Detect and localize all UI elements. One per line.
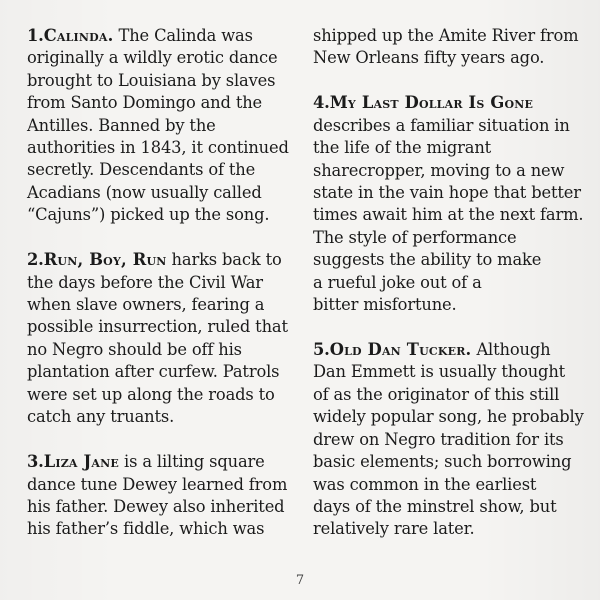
text-line: widely popular song, he probably — [313, 407, 584, 427]
text-line: a rueful joke out of a — [313, 272, 482, 292]
text-line — [313, 92, 591, 114]
right-column — [313, 25, 591, 563]
song-title: Calinda. — [43, 26, 114, 45]
text-line: “Cajuns”) picked up the song. — [27, 205, 270, 225]
text-line: from Santo Domingo and the — [27, 93, 263, 113]
text-line: The style of performance — [313, 227, 517, 247]
text-line: Dan Emmett is usually thought — [313, 362, 566, 382]
text-fragment: The Calinda was — [113, 26, 253, 45]
text-line — [27, 25, 295, 47]
text-line: secretly. Descendants of the — [27, 160, 256, 180]
text-fragment: is a lilting square — [119, 452, 265, 472]
song-note-old-dan-tucker — [313, 339, 591, 541]
song-note-calinda — [27, 25, 295, 227]
text-line — [27, 451, 295, 473]
song-note-run-boy-run — [27, 249, 295, 428]
entry-number: 2. — [27, 250, 44, 270]
text-line: Acadians (now usually called — [27, 182, 262, 202]
song-note-my-last-dollar — [313, 92, 591, 316]
text-line: his father’s fiddle, which was — [27, 519, 265, 539]
text-line: days of the minstrel show, but — [313, 496, 557, 516]
entry-number: 1. — [27, 26, 44, 45]
text-line: catch any truants. — [27, 407, 175, 427]
text-line: New Orleans fifty years ago. — [313, 48, 545, 68]
text-line: the days before the Civil War — [27, 272, 263, 292]
text-fragment: harks back to — [166, 250, 282, 270]
song-note-liza-jane — [27, 451, 295, 541]
song-note-liza-jane-continued — [313, 25, 591, 70]
page-number: 7 — [295, 573, 305, 588]
entry-number: 5. — [313, 340, 330, 360]
text-line: when slave owners, fearing a — [27, 295, 265, 315]
song-title: My Last Dollar Is Gone — [329, 93, 534, 113]
song-title: Liza Jane — [43, 452, 120, 472]
text-line: drew on Negro tradition for its — [313, 429, 564, 449]
text-line: possible insurrection, ruled that — [27, 317, 288, 337]
text-line: originally a wildly erotic dance — [27, 48, 278, 68]
text-line: Antilles. Banned by the — [27, 115, 216, 135]
text-line: relatively rare later. — [313, 519, 475, 539]
left-column — [27, 25, 295, 563]
text-line: was common in the earliest — [313, 474, 537, 494]
text-line: his father. Dewey also inherited — [27, 496, 285, 516]
text-line: the life of the migrant — [313, 138, 492, 158]
song-title: Run, Boy, Run — [43, 250, 167, 270]
entry-number: 4. — [313, 93, 330, 113]
text-line: authorities in 1843, it continued — [27, 138, 289, 158]
text-line: shipped up the Amite River from — [313, 26, 579, 45]
text-fragment: Although — [471, 340, 551, 360]
text-line: no Negro should be off his — [27, 339, 242, 359]
text-line: describes a familiar situation in — [313, 115, 570, 135]
text-line: times await him at the next farm. — [313, 205, 584, 225]
text-line: basic elements; such borrowing — [313, 452, 572, 472]
text-line: suggests the ability to make — [313, 250, 542, 270]
text-line: of as the originator of this still — [313, 384, 560, 404]
text-line: state in the vain hope that better — [313, 183, 581, 203]
text-line: dance tune Dewey learned from — [27, 474, 288, 494]
entry-number: 3. — [27, 452, 44, 472]
text-line: sharecropper, moving to a new — [313, 160, 565, 180]
text-line: plantation after curfew. Patrols — [27, 362, 280, 382]
text-line — [313, 339, 591, 361]
text-line: brought to Louisiana by slaves — [27, 70, 276, 90]
text-line: were set up along the roads to — [27, 384, 275, 404]
text-line — [27, 249, 295, 271]
text-line: bitter misfortune. — [313, 295, 457, 315]
song-title: Old Dan Tucker. — [329, 340, 472, 360]
